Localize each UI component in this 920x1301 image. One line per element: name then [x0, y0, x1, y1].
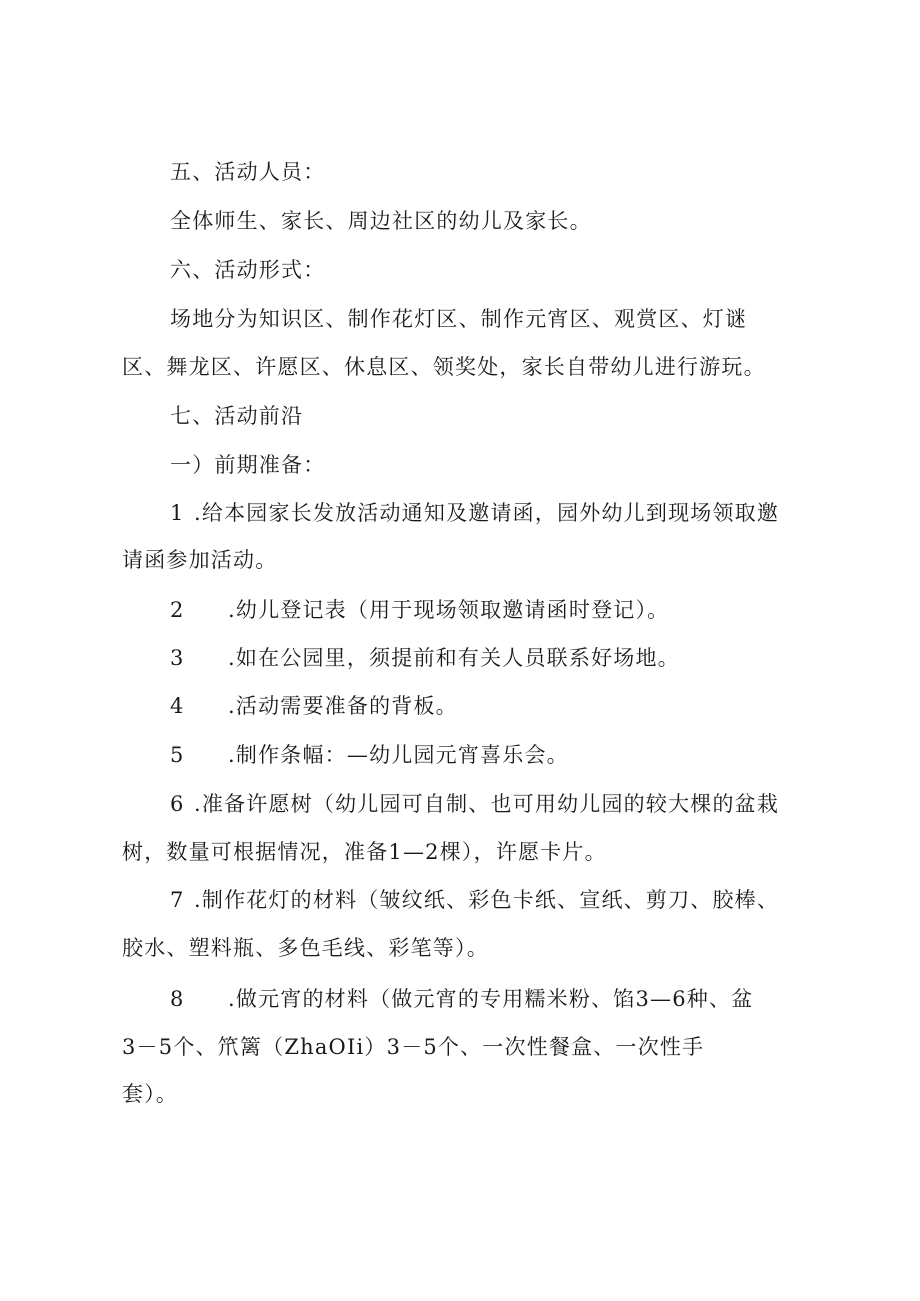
item-number: 8: [170, 987, 185, 1011]
item-text: .幼儿登记表（用于现场领取邀请函时登记）。: [228, 598, 670, 622]
section-body-6-line2: 区、舞龙区、许愿区、休息区、领奖处，家长自带幼儿进行游玩。: [122, 355, 766, 379]
list-item-1: [170, 499, 779, 527]
item-number: 6: [170, 792, 185, 816]
item-text: .准备许愿树（幼儿园可自制、也可用幼儿园的较大棵的盆栽: [194, 792, 780, 816]
list-item-8-cont1: 3－5个、笊篱（ZhaOIi）3－5个、一次性餐盒、一次性手: [122, 1035, 705, 1059]
list-item-2: [170, 596, 669, 624]
item-number: 7: [170, 888, 185, 912]
list-item-8-cont2: 套）。: [122, 1082, 179, 1106]
list-item-5: [170, 741, 569, 769]
subsection-heading-prep: 一）前期准备：: [170, 453, 326, 477]
item-number: 2: [170, 598, 185, 622]
section-body-6-line1: 场地分为知识区、制作花灯区、制作元宵区、观赏区、灯谜: [170, 307, 748, 331]
section-heading-5: 五、活动人员：: [170, 160, 326, 184]
list-item-6-cont: 树，数量可根据情况，准备1—2棵），许愿卡片。: [122, 840, 607, 864]
item-text: .如在公园里，须提前和有关人员联系好场地。: [228, 646, 680, 670]
list-item-4: [170, 692, 458, 720]
list-item-8: [170, 985, 753, 1013]
item-text: .给本园家长发放活动通知及邀请函，园外幼儿到现场领取邀: [194, 501, 780, 525]
item-text: .制作条幅：—幼儿园元宵喜乐会。: [228, 743, 569, 767]
list-item-6: [170, 790, 779, 818]
item-text: .做元宵的材料（做元宵的专用糯米粉、馅3—6种、盆: [228, 987, 754, 1011]
item-number: 3: [170, 646, 185, 670]
item-text: .活动需要准备的背板。: [228, 694, 458, 718]
section-body-5: 全体师生、家长、周边社区的幼儿及家长。: [170, 209, 592, 233]
list-item-3: [170, 644, 680, 672]
item-text: .制作花灯的材料（皱纹纸、彩色卡纸、宣纸、剪刀、胶棒、: [194, 888, 780, 912]
list-item-1-cont: 请函参加活动。: [122, 548, 278, 572]
item-number: 4: [170, 694, 185, 718]
list-item-7-cont: 胶水、塑料瓶、多色毛线、彩笔等）。: [122, 936, 489, 960]
section-heading-7: 七、活动前沿: [170, 404, 304, 428]
item-number: 1: [170, 501, 185, 525]
section-heading-6: 六、活动形式：: [170, 258, 326, 282]
list-item-7: [170, 886, 779, 914]
item-number: 5: [170, 743, 185, 767]
